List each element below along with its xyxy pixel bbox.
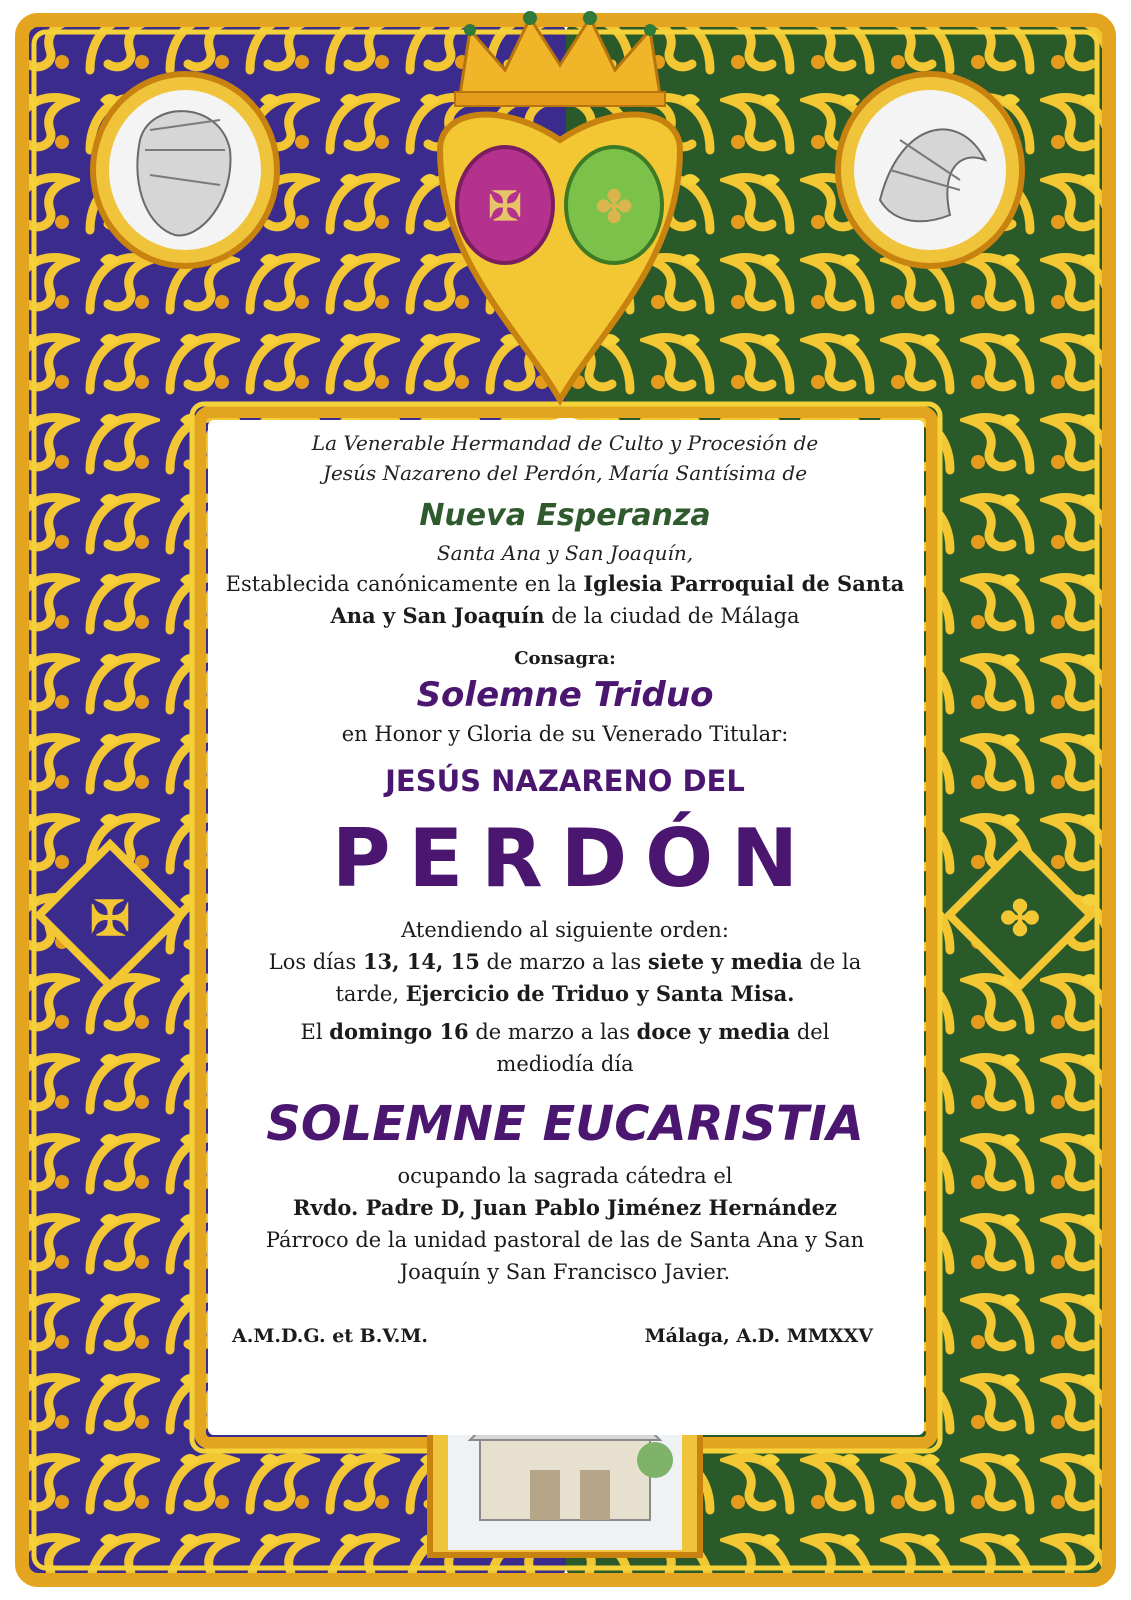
titular-line-1: JESÚS NAZARENO DEL (385, 764, 745, 798)
svg-text:✠: ✠ (89, 891, 131, 947)
consagra-label: Consagra: (514, 648, 616, 669)
saints-line: Santa Ana y San Joaquín, (436, 541, 694, 565)
eucharist-title: SOLEMNE EUCARISTIA (266, 1096, 864, 1152)
preacher-role-1: Párroco de la unidad pastoral de las de Santa Ana y San (265, 1228, 865, 1252)
titular-virgin: Nueva Esperanza (419, 498, 711, 533)
preacher-role-2: Joaquín y San Francisco Javier. (399, 1260, 731, 1284)
schedule-a2: de marzo a las (486, 950, 642, 974)
schedule-days: 13, 14, 15 (362, 949, 480, 974)
established-line-1 (200, 568, 930, 600)
schedule-a3: de la (809, 950, 862, 974)
svg-text:✤: ✤ (595, 182, 633, 233)
established-pre: Establecida canónicamente en la (225, 572, 577, 596)
event-title: Solemne Triduo (416, 675, 714, 715)
church-name-a: Iglesia Parroquial de Santa (583, 571, 905, 596)
order-intro: Atendiendo al siguiente orden: (401, 918, 729, 942)
schedule-time-1: siete y media (647, 949, 803, 974)
established-post: de la ciudad de Málaga (551, 604, 800, 628)
schedule-exercise: Ejercicio de Triduo y Santa Misa. (405, 981, 795, 1006)
svg-text:✤: ✤ (999, 891, 1041, 947)
footer-left: A.M.D.G. et B.V.M. (232, 1325, 429, 1347)
schedule-a4: tarde, (335, 982, 400, 1006)
footer-right: Málaga, A.D. MMXXV (644, 1325, 873, 1347)
schedule-b3: del (796, 1020, 830, 1044)
schedule-b2: de marzo a las (475, 1020, 630, 1044)
preacher-intro: ocupando la sagrada cátedra el (397, 1164, 733, 1188)
schedule-line-3 (200, 1016, 930, 1048)
schedule-sunday: domingo 16 (329, 1019, 469, 1044)
schedule-time-2: doce y media (636, 1019, 791, 1044)
schedule-line-1 (200, 946, 930, 978)
established-line-2 (200, 600, 930, 632)
church-name-b: Ana y San Joaquín (330, 603, 545, 628)
angel-engraving (838, 74, 1022, 266)
header-line-1: La Venerable Hermandad de Culto y Procesión de (311, 431, 819, 455)
preacher-name: Rvdo. Padre D, Juan Pablo Jiménez Hernández (293, 1195, 837, 1220)
schedule-line-4: mediodía día (496, 1052, 634, 1076)
schedule-a1: Los días (268, 950, 357, 974)
header-line-2: Jesús Nazareno del Perdón, María Santísima de (322, 461, 808, 485)
titular-line-2: PERDÓN (331, 812, 817, 905)
honor-line: en Honor y Gloria de su Venerado Titular: (341, 722, 789, 746)
schedule-b1: El (300, 1020, 323, 1044)
invitation-content (200, 428, 930, 1288)
christ-face-engraving (93, 74, 277, 266)
svg-text:✠: ✠ (488, 183, 522, 230)
schedule-line-2 (200, 978, 930, 1010)
